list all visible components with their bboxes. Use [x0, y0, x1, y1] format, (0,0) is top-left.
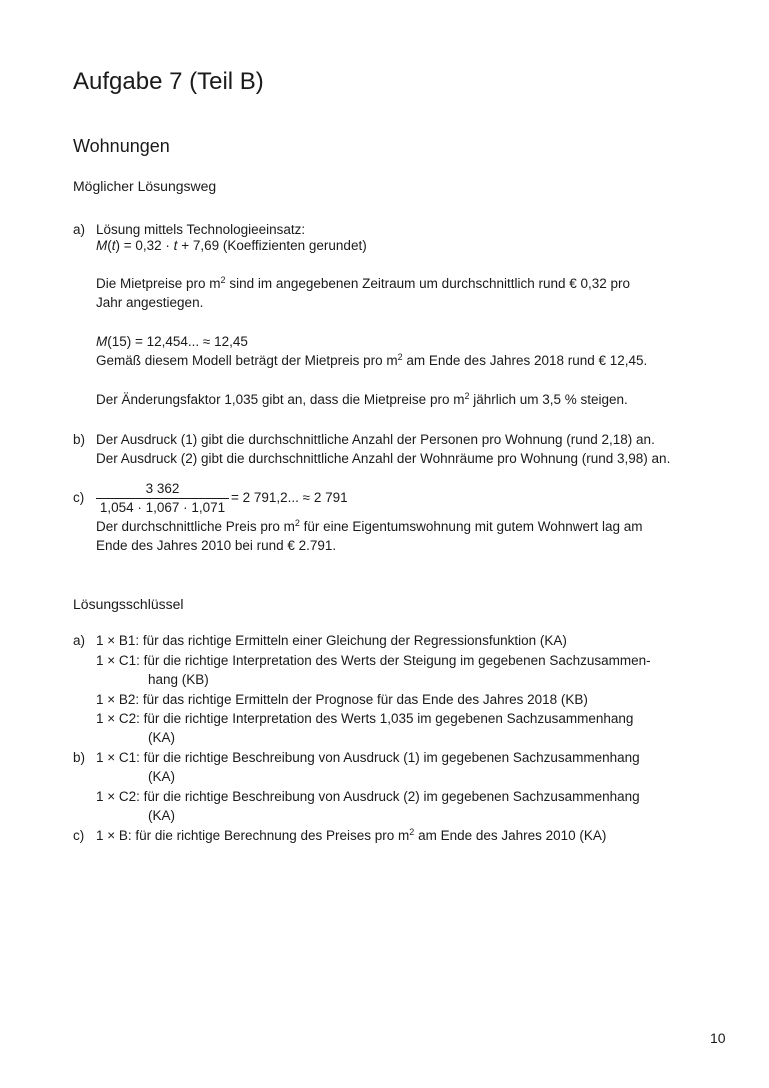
part-b-line1: Der Ausdruck (1) gibt die durchschnittliche Anzahl der Personen pro Wohnung (rund 2,18) an. — [96, 432, 655, 447]
fraction-denominator: 1,054 · 1,067 · 1,071 — [99, 500, 226, 515]
key-a-item2-line1: 1 × C1: für die richtige Interpretation des Werts der Steigung im gegebenen Sachzusammen- — [96, 653, 651, 668]
key-c-item1: 1 × B: für die richtige Berechnung des Preises pro $m^2$ am Ende des Jahres 2010 (KA) — [96, 827, 607, 843]
key-b-item2-line1: 1 × C2: für die richtige Beschreibung von Ausdruck (2) im gegebenen Sachzusammenhang — [96, 789, 640, 804]
part-c-line1: Der durchschnittliche Preis pro $m^2$ für eine Eigentumswohnung mit gutem Wohnwert lag am — [96, 518, 643, 534]
key-a-label: a) — [73, 633, 86, 648]
key-b-label: b) — [73, 750, 86, 765]
prognosis-value: M(15) = 12,454... ≈ 12,45 — [96, 334, 248, 349]
part-b-label: b) — [73, 432, 86, 447]
slope-interpretation-line1: Die Mietpreise pro $m^2$ sind im angegebenen Zeitraum um durchschnittlich rund € 0,32 pro — [96, 275, 631, 291]
key-a-item3: 1 × B2: für das richtige Ermitteln der Prognose für das Ende des Jahres 2018 (KB) — [96, 692, 588, 707]
key-a-item4-line2: (KA) — [148, 730, 175, 745]
key-b-item1-line2: (KA) — [148, 769, 175, 784]
part-a-label: a) — [73, 222, 86, 237]
fraction-result: = 2 791,2... ≈ 2 791 — [231, 490, 348, 505]
fraction-bar — [96, 498, 229, 499]
key-heading: Lösungsschlüssel — [73, 596, 184, 612]
key-c-label: c) — [73, 828, 85, 843]
task-subtitle: Wohnungen — [73, 136, 170, 156]
page-title: Aufgabe 7 (Teil B) — [73, 68, 264, 95]
fraction-numerator: 3 362 — [145, 481, 180, 496]
page-number: 10 — [710, 1030, 726, 1046]
key-b-item1-line1: 1 × C1: für die richtige Beschreibung von Ausdruck (1) im gegebenen Sachzusammenhang — [96, 750, 640, 765]
part-c-line2: Ende des Jahres 2010 bei rund € 2.791. — [96, 538, 337, 553]
solution-heading: Möglicher Lösungsweg — [73, 178, 217, 194]
regression-formula: M(t) = 0,32 · t + 7,69 (Koeffizienten gerundet) — [96, 238, 367, 253]
key-a-item2-line2: hang (KB) — [148, 672, 209, 687]
growth-factor-statement: Der Änderungsfaktor 1,035 gibt an, dass die Mietpreise pro $m^2$ jährlich um 3,5 % steigen. — [96, 391, 628, 407]
price-fraction — [96, 481, 229, 515]
part-c-label: c) — [73, 490, 85, 505]
key-a-item1: 1 × B1: für das richtige Ermitteln einer Gleichung der Regressionsfunktion (KA) — [96, 633, 567, 648]
prognosis-statement: Gemäß diesem Modell beträgt der Mietpreis pro $m^2$ am Ende des Jahres 2018 rund € 12,45. — [96, 352, 648, 368]
key-b-item2-line2: (KA) — [148, 808, 175, 823]
key-a-item4-line1: 1 × C2: für die richtige Interpretation des Werts 1,035 im gegebenen Sachzusammenhang — [96, 711, 634, 726]
slope-interpretation-line2: Jahr angestiegen. — [96, 295, 204, 310]
part-a-intro: Lösung mittels Technologieeinsatz: — [96, 222, 306, 237]
part-b-line2: Der Ausdruck (2) gibt die durchschnittliche Anzahl der Wohnräume pro Wohnung (rund 3,98) an. — [96, 451, 671, 466]
